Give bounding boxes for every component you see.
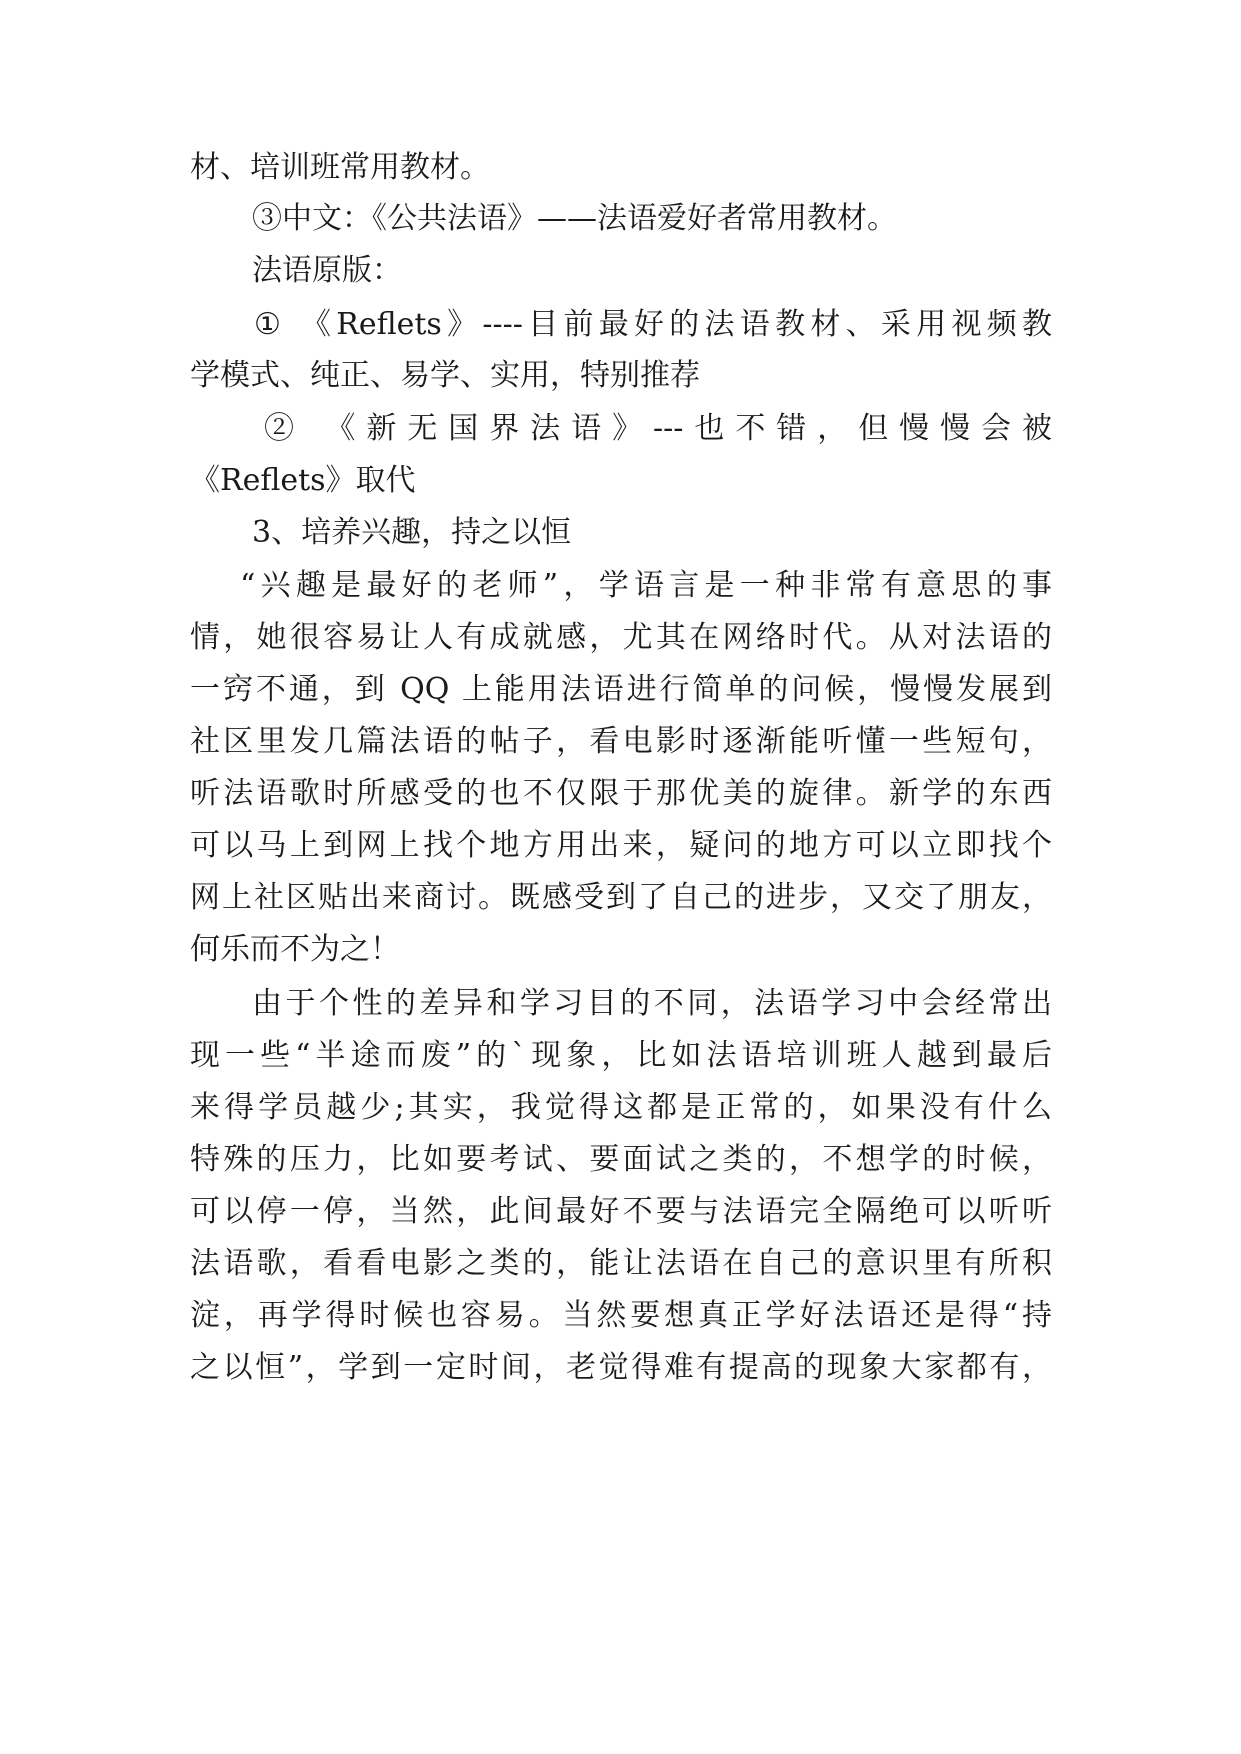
text-line-22: 法语歌，看看电影之类的，能让法语在自己的意识里有所积 <box>190 1246 1052 1281</box>
text-line-1: 材、培训班常用教材。 <box>190 150 490 185</box>
text-line-18: 现一些“半途而废”的`现象，比如法语培训班人越到最后 <box>190 1038 1052 1073</box>
text-line-23: 淀，再学得时候也容易。当然要想真正学好法语还是得“持 <box>190 1298 1052 1333</box>
text-line-9: “兴趣是最好的老师”，学语言是一种非常有意思的事 <box>240 568 1052 603</box>
text-line-4: ① 《Reflets》----目前最好的法语教材、采用视频教 <box>254 307 1052 342</box>
text-line-24: 之以恒”，学到一定时间，老觉得难有提高的现象大家都有， <box>190 1350 1052 1385</box>
text-line-3: 法语原版： <box>252 253 402 288</box>
text-line-13: 听法语歌时所感受的也不仅限于那优美的旋律。新学的东西 <box>190 776 1052 811</box>
text-line-15: 网上社区贴出来商讨。既感受到了自己的进步，又交了朋友， <box>190 880 1052 915</box>
text-line-14: 可以马上到网上找个地方用出来，疑问的地方可以立即找个 <box>190 828 1052 863</box>
section-heading: 3、培养兴趣，持之以恒 <box>252 515 572 550</box>
text-line-5: 学模式、纯正、易学、实用，特别推荐 <box>190 358 700 393</box>
text-line-11: 一窍不通，到 QQ 上能用法语进行简单的问候，慢慢发展到 <box>190 672 1052 707</box>
text-line-12: 社区里发几篇法语的帖子，看电影时逐渐能听懂一些短句， <box>190 724 1052 759</box>
text-line-21: 可以停一停，当然，此间最好不要与法语完全隔绝可以听听 <box>190 1194 1052 1229</box>
text-line-10: 情，她很容易让人有成就感，尤其在网络时代。从对法语的 <box>190 620 1052 655</box>
text-line-16: 何乐而不为之！ <box>190 932 400 967</box>
text-line-2: ③中文：《公共法语》——法语爱好者常用教材。 <box>252 201 897 236</box>
text-line-7: 《Reflets》取代 <box>190 463 416 498</box>
text-line-6: ② 《新无国界法语》---也不错，但慢慢会被 <box>264 411 1052 446</box>
text-line-19: 来得学员越少;其实，我觉得这都是正常的，如果没有什么 <box>190 1090 1052 1125</box>
text-line-20: 特殊的压力，比如要考试、要面试之类的，不想学的时候， <box>190 1142 1052 1177</box>
text-line-17: 由于个性的差异和学习目的不同，法语学习中会经常出 <box>252 986 1052 1021</box>
